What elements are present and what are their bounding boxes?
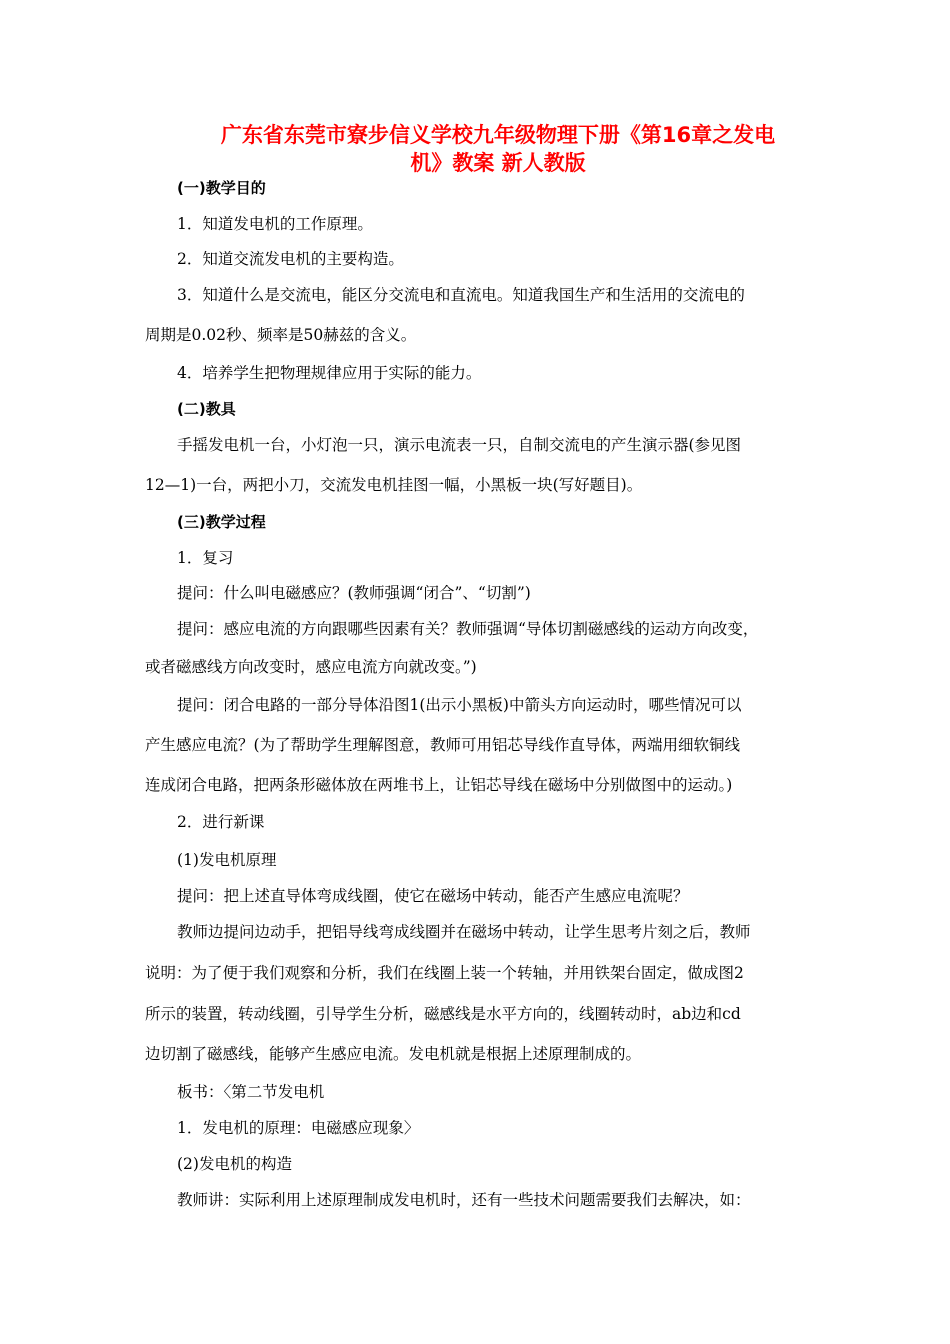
paragraph-line: 产生感应电流？(为了帮助学生理解图意，教师可用铝芯导线作直导体，两端用细软铜线	[145, 736, 741, 754]
title-line-1: 广东省东莞市寮步信义学校九年级物理下册《第16章之发电	[220, 123, 776, 147]
paragraph-line: 3．知道什么是交流电，能区分交流电和直流电。知道我国生产和生活用的交流电的	[177, 286, 745, 304]
paragraph-line: 或者磁感线方向改变时，感应电流方向就改变。”)	[145, 658, 477, 676]
paragraph-line: 1．复习	[177, 549, 234, 567]
section-heading-objectives: (一)教学目的	[177, 179, 266, 197]
paragraph-line: 说明：为了便于我们观察和分析，我们在线圈上装一个转轴，并用铁架台固定，做成图2	[145, 964, 744, 982]
paragraph-line: 周期是0.02秒、频率是50赫兹的含义。	[145, 326, 417, 344]
paragraph-line: 2．知道交流发电机的主要构造。	[177, 250, 404, 268]
paragraph-line: (1)发电机原理	[177, 851, 277, 869]
document-title	[178, 121, 818, 177]
paragraph-line: 4．培养学生把物理规律应用于实际的能力。	[177, 364, 482, 382]
paragraph-line: 教师讲：实际利用上述原理制成发电机时，还有一些技术问题需要我们去解决，如：	[177, 1191, 751, 1209]
paragraph-line: 1．知道发电机的工作原理。	[177, 215, 373, 233]
paragraph-line: 提问：闭合电路的一部分导体沿图1(出示小黑板)中箭头方向运动时，哪些情况可以	[177, 696, 742, 714]
section-heading-process: (三)教学过程	[177, 513, 266, 531]
paragraph-line: (2)发电机的构造	[177, 1155, 292, 1173]
paragraph-line: 连成闭合电路，把两条形磁体放在两堆书上，让铝芯导线在磁场中分别做图中的运动。)	[145, 776, 733, 794]
paragraph-line: 板书：〈第二节发电机	[177, 1083, 325, 1101]
paragraph-line: 所示的装置，转动线圈，引导学生分析，磁感线是水平方向的，线圈转动时，ab边和cd	[145, 1005, 741, 1023]
paragraph-line: 12—1)一台，两把小刀，交流发电机挂图一幅，小黑板一块(写好题目)。	[145, 476, 643, 494]
paragraph-line: 1．发电机的原理：电磁感应现象〉	[177, 1119, 420, 1137]
paragraph-line: 提问：什么叫电磁感应？(教师强调“闭合”、“切割”)	[177, 584, 531, 602]
paragraph-line: 提问：感应电流的方向跟哪些因素有关？教师强调“导体切割磁感线的运动方向改变，	[177, 620, 759, 638]
paragraph-line: 提问：把上述直导体弯成线圈，使它在磁场中转动，能否产生感应电流呢？	[177, 887, 689, 905]
paragraph-line: 边切割了磁感线，能够产生感应电流。发电机就是根据上述原理制成的。	[145, 1045, 642, 1063]
paragraph-line: 教师边提问边动手，把铝导线弯成线圈并在磁场中转动，让学生思考片刻之后，教师	[177, 923, 751, 941]
paragraph-line: 手摇发电机一台，小灯泡一只，演示电流表一只，自制交流电的产生演示器(参见图	[177, 436, 742, 454]
paragraph-line: 2．进行新课	[177, 813, 265, 831]
section-heading-equipment: (二)教具	[177, 400, 236, 418]
title-line-2: 机》教案 新人教版	[410, 151, 586, 175]
